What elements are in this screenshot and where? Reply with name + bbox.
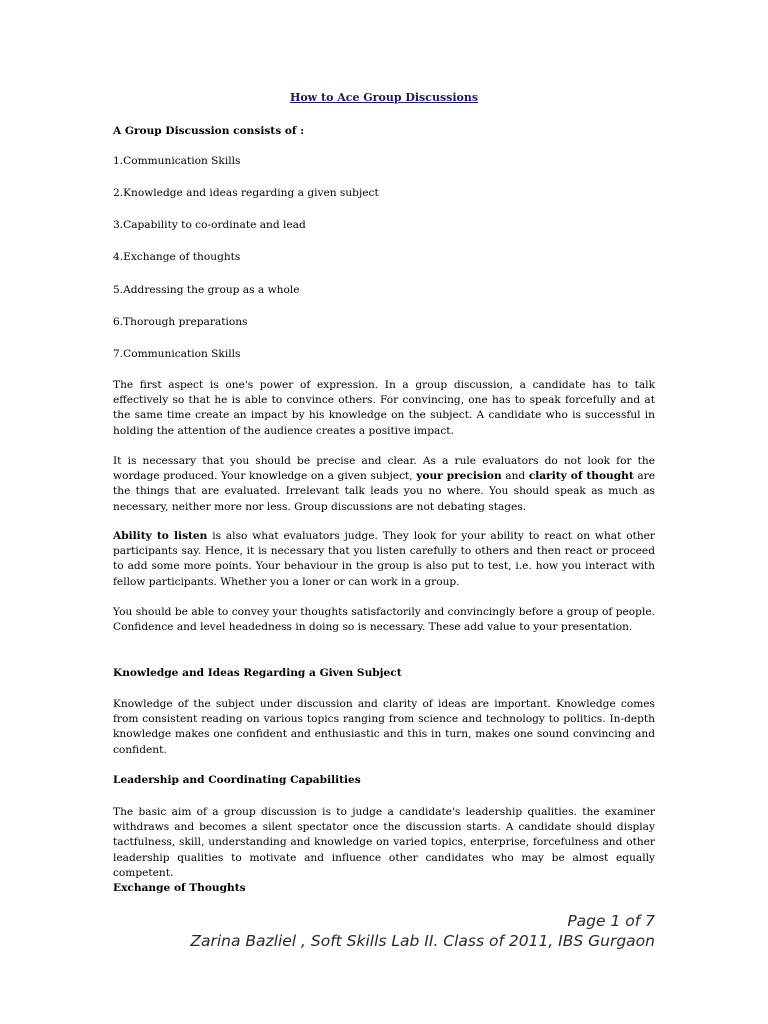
list-item-6: 6.Thorough preparations: [113, 316, 248, 328]
section-heading-knowledge: Knowledge and Ideas Regarding a Given Subject: [113, 667, 402, 679]
list-item-3: 3.Capability to co-ordinate and lead: [113, 219, 306, 231]
paragraph-confidence: You should be able to convey your thoughts satisfactorily and convincingly before a group of people. Confidence and level headedness in doing so is necessary. These add value to your presentation.: [113, 606, 655, 634]
section-heading-exchange: Exchange of Thoughts: [113, 882, 246, 894]
list-item-5: 5.Addressing the group as a whole: [113, 284, 300, 296]
paragraph-precision-text-a: It is necessary that you should be precise and clear. As a rule evaluators do not look for the wordage produced. Your knowledge on a given subject,: [113, 455, 655, 483]
footer-credit: Zarina Bazliel , Soft Skills Lab II. Class of 2011, IBS Gurgaon: [190, 932, 655, 950]
listen-emphasis: Ability to listen: [113, 530, 208, 542]
list-item-1: 1.Communication Skills: [113, 155, 241, 167]
page-number: Page 1 of 7: [567, 912, 655, 930]
paragraph-leadership: The basic aim of a group discussion is to judge a candidate's leadership qualities. the examiner withdraws and becomes a silent spectator once the discussion starts. A candidate should display tactfulness, skill, understanding and knowledge on varied topics, enterprise, forcefulness and other leadership qualities to motivate and influence other candidates who may be almost equally competent.: [113, 806, 655, 879]
document-title: How to Ace Group Discussions: [289, 91, 479, 104]
paragraph-listening: [113, 529, 655, 590]
intro-heading: A Group Discussion consists of :: [113, 125, 305, 137]
precision-emphasis: your precision: [416, 470, 502, 483]
paragraph-expression: The first aspect is one's power of expression. In a group discussion, a candidate has to talk effectively so that he is able to convince others. For convincing, one has to speak forcefully and at the same time create an impact by his knowledge on the subject. A candidate who is successful in holding the attention of the audience creates a positive impact.: [113, 379, 655, 437]
clarity-emphasis: clarity of thought: [528, 470, 634, 483]
list-item-7: 7.Communication Skills: [113, 348, 241, 360]
paragraph-precision: [113, 454, 655, 515]
list-item-4: 4.Exchange of thoughts: [113, 251, 241, 263]
paragraph-precision-and: and: [501, 470, 529, 483]
section-heading-leadership: Leadership and Coordinating Capabilities: [113, 774, 361, 786]
paragraph-listening-text: is also what evaluators judge. They look for your ability to react on what other participants say. Hence, it is necessary that you listen carefully to others and then react or proceed to add some more points. Your behaviour in the group is also put to test, i.e. how you interact with fellow participants. Whether you a loner or can work in a group.: [113, 530, 655, 588]
paragraph-precision-text-c: are the things that are evaluated. Irrelevant talk leads you no where. You should speak as much as necessary, neither more nor less. Group discussions are not debating stages.: [113, 470, 655, 513]
list-item-2: 2.Knowledge and ideas regarding a given subject: [113, 187, 379, 199]
paragraph-knowledge: Knowledge of the subject under discussion and clarity of ideas are important. Knowledge comes from consistent reading on various topics ranging from science and technology to politics. In-depth knowledge makes one confident and enthusiastic and this in turn, makes one sound convincing and confident.: [113, 698, 655, 756]
